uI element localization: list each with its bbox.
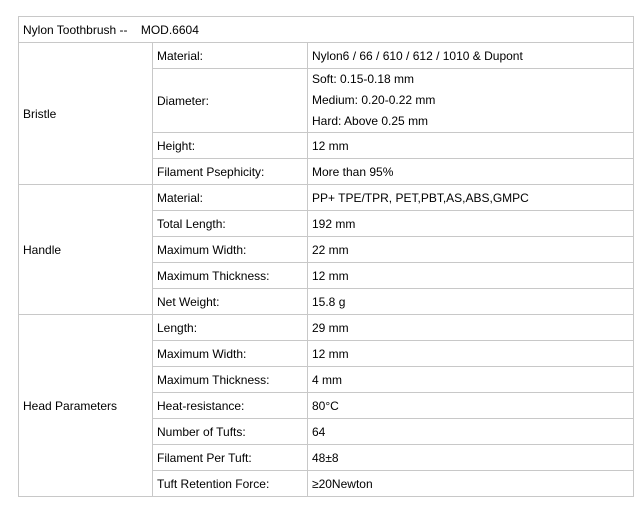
section-bristle-label: Bristle — [19, 43, 153, 185]
product-name: Nylon Toothbrush -- — [23, 22, 128, 37]
spec-value: 4 mm — [308, 367, 634, 393]
spec-value: Nylon6 / 66 / 610 / 612 / 1010 & Dupont — [308, 43, 634, 69]
spec-value: 12 mm — [308, 133, 634, 159]
spec-label: Filament Psephicity: — [153, 159, 308, 185]
spec-label: Net Weight: — [153, 289, 308, 315]
diameter-hard: Hard: Above 0.25 mm — [312, 114, 429, 128]
spec-value: 12 mm — [308, 341, 634, 367]
spec-value: 64 — [308, 419, 634, 445]
spec-value: 15.8 g — [308, 289, 634, 315]
spec-label: Tuft Retention Force: — [153, 471, 308, 497]
spec-value: 80°C — [308, 393, 634, 419]
spec-label: Material: — [153, 185, 308, 211]
spec-value: 192 mm — [308, 211, 634, 237]
spec-label: Height: — [153, 133, 308, 159]
spec-label: Length: — [153, 315, 308, 341]
diameter-medium: Medium: 0.20-0.22 mm — [312, 93, 436, 107]
spec-table — [18, 16, 634, 497]
spec-value: ≥20Newton — [308, 471, 634, 497]
section-handle-label: Handle — [19, 185, 153, 315]
spec-label: Filament Per Tuft: — [153, 445, 308, 471]
spec-value: PP+ TPE/TPR, PET,PBT,AS,ABS,GMPC — [308, 185, 634, 211]
spec-value-multiline — [308, 69, 634, 133]
table-row — [19, 185, 634, 211]
spec-label: Diameter: — [153, 69, 308, 133]
spec-label: Total Length: — [153, 211, 308, 237]
table-row — [19, 315, 634, 341]
spec-value: 29 mm — [308, 315, 634, 341]
spec-value: More than 95% — [308, 159, 634, 185]
spec-value: 12 mm — [308, 263, 634, 289]
spec-label: Maximum Thickness: — [153, 263, 308, 289]
spec-value: 22 mm — [308, 237, 634, 263]
section-head-label: Head Parameters — [19, 315, 153, 497]
spec-label: Maximum Width: — [153, 341, 308, 367]
spec-label: Maximum Width: — [153, 237, 308, 263]
spec-value: 48±8 — [308, 445, 634, 471]
model-number: MOD.6604 — [140, 22, 199, 37]
diameter-soft: Soft: 0.15-0.18 mm — [312, 72, 415, 86]
title-row — [19, 17, 634, 43]
title-cell — [19, 17, 634, 43]
spec-label: Heat-resistance: — [153, 393, 308, 419]
spec-label: Number of Tufts: — [153, 419, 308, 445]
table-row — [19, 43, 634, 69]
spec-label: Maximum Thickness: — [153, 367, 308, 393]
spec-label: Material: — [153, 43, 308, 69]
